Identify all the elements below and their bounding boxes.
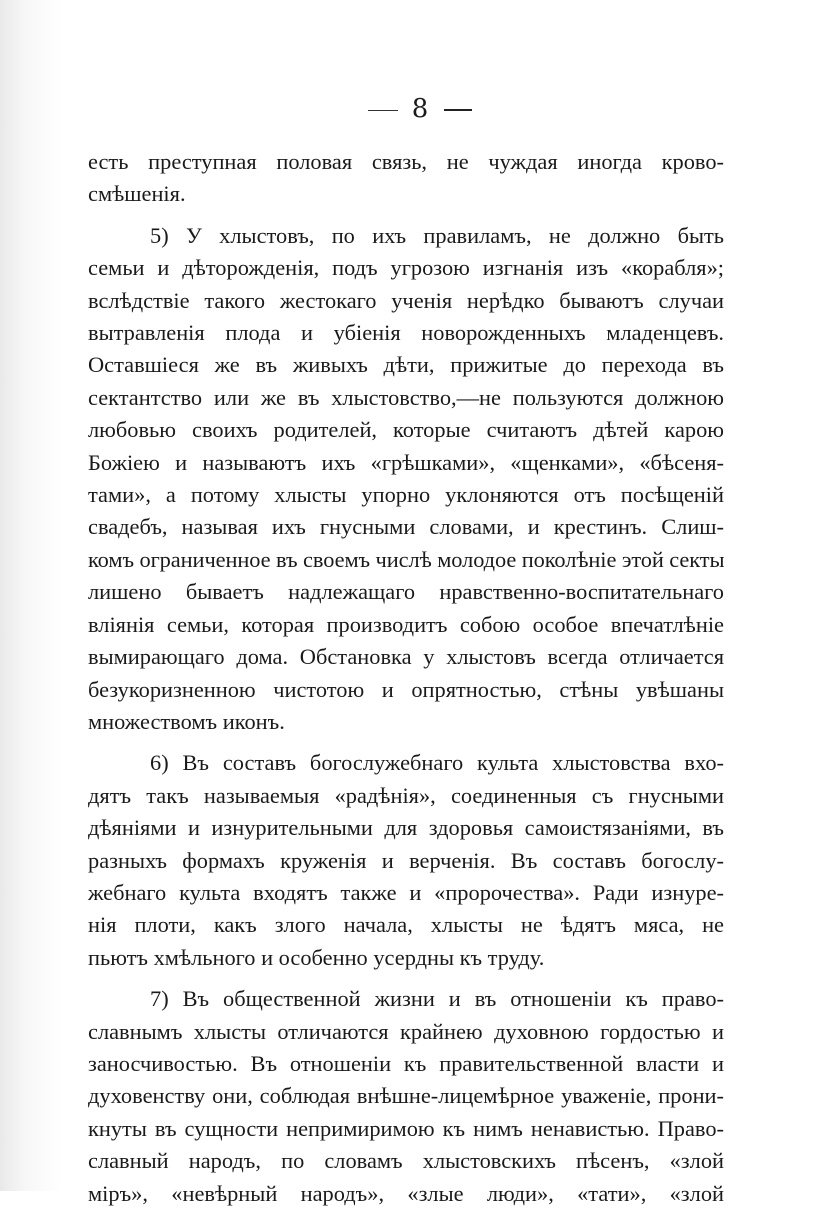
text-line: вытравленія плода и убіенія новорожденныхъ младенцевъ. — [88, 320, 724, 346]
text-line: Божіею и называютъ ихъ «грѣшками», «щенками», «бѣсеня- — [88, 449, 724, 475]
paragraph-continuation — [88, 146, 724, 211]
text-line: разныхъ формахъ круженія и верченія. Въ составъ богослу- — [88, 847, 724, 873]
text-line: міръ», «невѣрный народъ», «злые люди», «тати», «злой — [88, 1180, 724, 1206]
text-line: 6) Въ составъ богослужебнаго культа хлыстовства вхо- — [150, 750, 724, 776]
text-line: пьютъ хмѣльного и особенно усердны къ труду. — [88, 944, 545, 970]
text-line: безукоризненною чистотою и опрятностью, стѣны увѣшаны — [88, 676, 724, 702]
text-line: духовенству они, соблюдая внѣшне-лицемѣрное уваженіе, прони- — [88, 1083, 724, 1109]
text-line: Оставшіеся же въ живыхъ дѣти, прижитые до перехода въ — [88, 352, 724, 378]
text-line: сектантство или же въ хлыстовство,—не пользуются должною — [88, 384, 724, 410]
header-dash-left — [368, 110, 398, 111]
text-line: любовью своихъ родителей, которые считаютъ дѣтей карою — [88, 417, 724, 443]
text-line: свадебъ, называя ихъ гнусными словами, и крестинъ. Слиш- — [88, 514, 724, 540]
text-line: 5) У хлыстовъ, по ихъ правиламъ, не должно быть — [150, 222, 724, 248]
text-line: вслѣдствіе такого жестокаго ученія нерѣдко бываютъ случаи — [88, 287, 724, 313]
paragraph-7 — [88, 983, 724, 1210]
text-line: нія плоти, какъ злого начала, хлысты не ѣдятъ мяса, не — [88, 912, 724, 938]
text-line: вымирающаго дома. Обстановка у хлыстовъ всегда отличается — [88, 644, 724, 670]
text-line: тами», а потому хлысты упорно уклоняются отъ посѣщеній — [88, 482, 724, 508]
page-gutter-shadow — [0, 0, 62, 1191]
text-line: кнуты въ сущности непримиримою къ нимъ ненавистью. Право- — [88, 1115, 724, 1141]
paragraph-6 — [88, 747, 724, 974]
text-line: дѣяніями и изнурительными для здоровья самоистязаніями, въ — [88, 815, 724, 841]
text-line: лишено бываетъ надлежащаго нравственно-воспитательнаго — [88, 579, 724, 605]
paragraph-5 — [88, 220, 724, 739]
page-header — [0, 94, 840, 124]
text-line: семьи и дѣторожденія, подъ угрозою изгнанія изъ «корабля»; — [88, 255, 724, 281]
page-number: 8 — [411, 94, 429, 124]
text-line: комъ ограниченное въ своемъ числѣ молодое поколѣніе этой секты — [88, 546, 725, 572]
text-line: жебнаго культа входятъ также и «пророчества». Ради изнуре- — [88, 879, 724, 905]
text-line: множествомъ иконъ. — [88, 708, 285, 734]
body-text — [88, 146, 724, 1210]
text-line: славный народъ, по словамъ хлыстовскихъ пѣсенъ, «злой — [88, 1148, 724, 1174]
text-line: смѣшенія. — [88, 181, 186, 207]
text-line: 7) Въ общественной жизни и въ отношеніи къ право- — [150, 986, 724, 1012]
text-line: заносчивостью. Въ отношеніи къ правительственной власти и — [88, 1050, 724, 1076]
header-dash-right — [444, 109, 472, 111]
text-line: дятъ такъ называемыя «радѣнія», соединенныя съ гнусными — [88, 782, 724, 808]
text-line: славнымъ хлысты отличаются крайнею духовною гордостью и — [88, 1018, 724, 1044]
text-line: есть преступная половая связь, не чуждая иногда крово- — [88, 149, 724, 174]
text-line: вліянія семьи, которая производитъ собою особое впечатлѣніе — [88, 611, 724, 637]
